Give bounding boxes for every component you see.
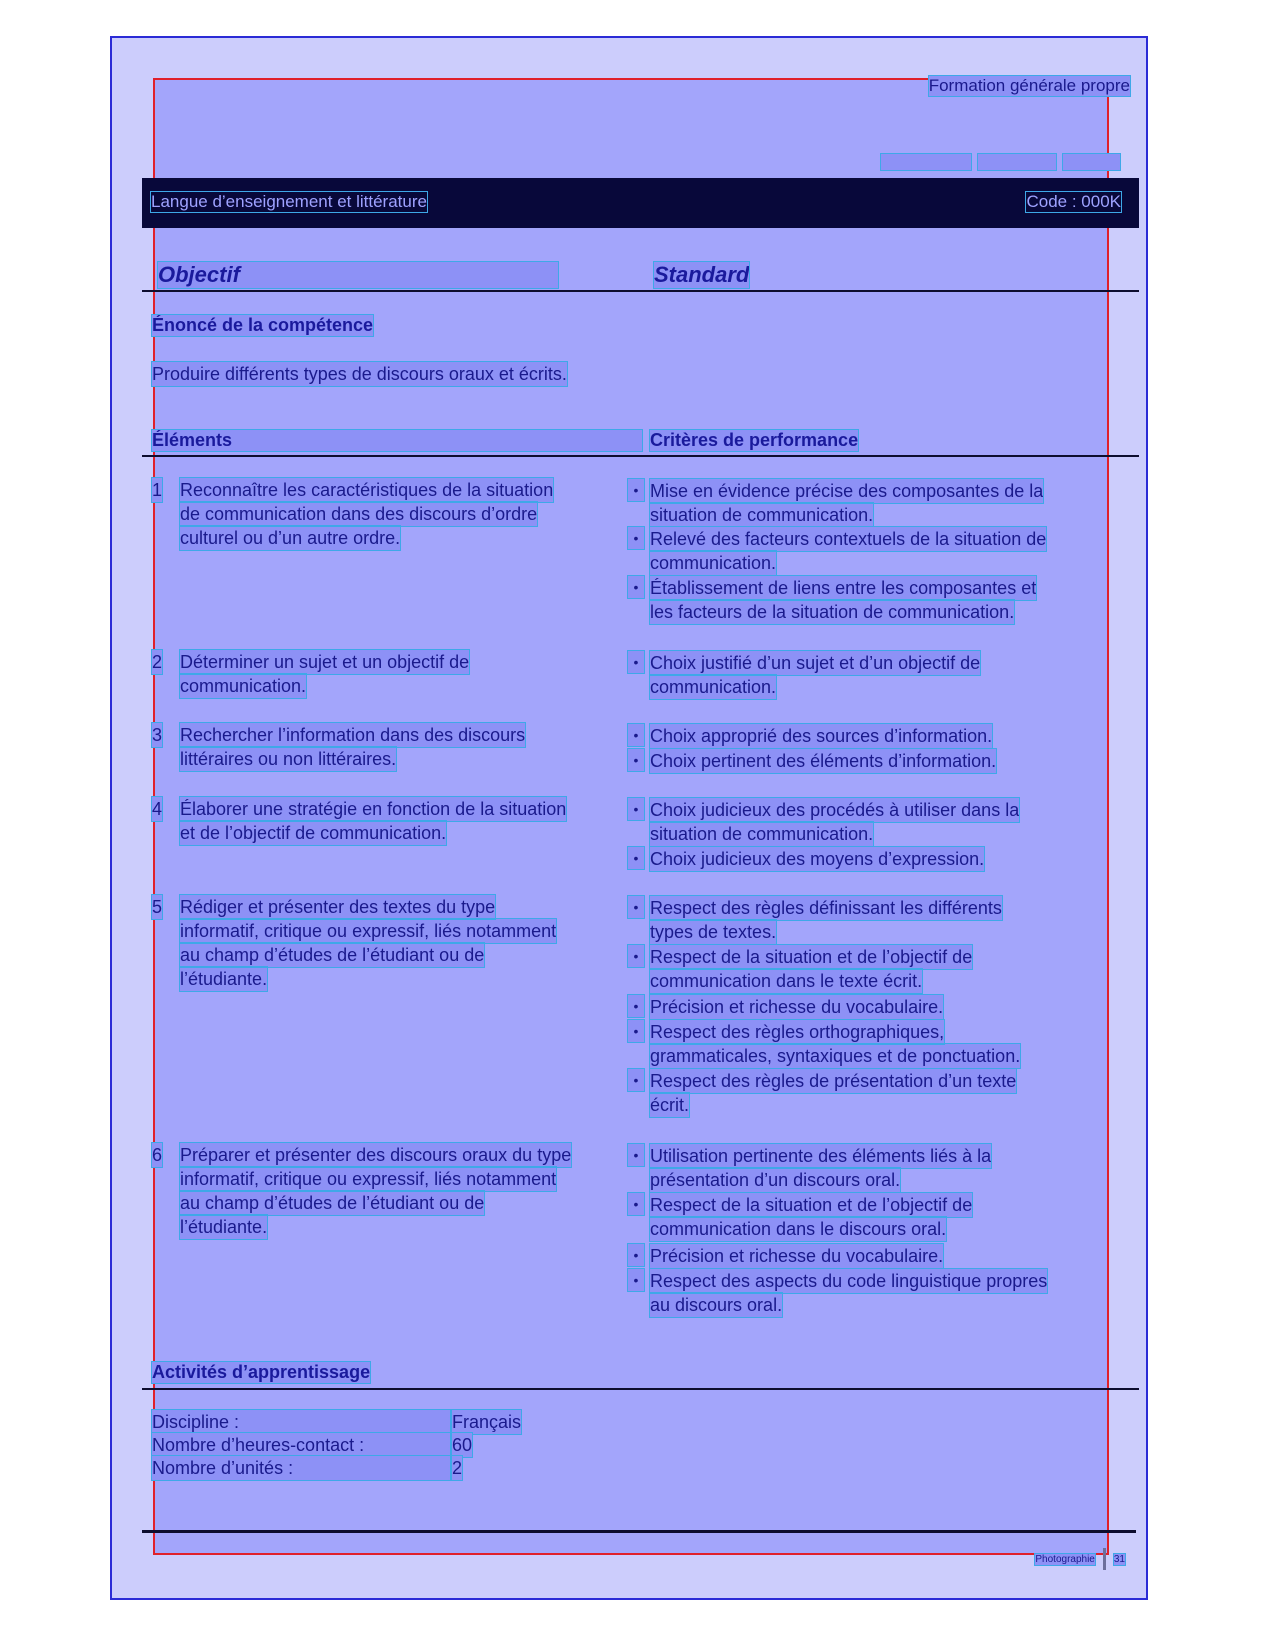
criterion-line: Respect des règles définissant les différents [650, 898, 1002, 918]
criterion-item [633, 995, 1130, 1019]
activities-rule [142, 1388, 1139, 1390]
footer-divider [1103, 1548, 1106, 1570]
element-line: et de l’objectif de communication. [180, 823, 447, 843]
criterion-line: Respect des aspects du code linguistique propres [650, 1271, 1048, 1291]
page-number: 31 [1113, 1553, 1125, 1565]
objective-heading: Objectif [158, 262, 558, 288]
section-rule [142, 455, 1139, 457]
element-number: 2 [152, 652, 163, 672]
bullet-icon: • [628, 724, 644, 746]
criterion-line: Respect de la situation et de l’objectif de [650, 947, 973, 967]
criterion-item [633, 1069, 1130, 1117]
element-number: 1 [152, 480, 163, 500]
heading-rule [142, 290, 1139, 292]
criterion-item [633, 945, 1130, 993]
subject-banner [142, 178, 1139, 228]
criterion-line: Choix approprié des sources d’information. [650, 726, 993, 746]
element-line: au champ d’études de l’étudiant ou de [180, 1193, 485, 1213]
criterion-line: situation de communication. [650, 505, 874, 525]
criterion-line: communication dans le discours oral. [650, 1219, 947, 1239]
criterion-line: communication. [650, 553, 777, 573]
criterion-line: Respect des règles de présentation d’un texte [650, 1071, 1017, 1091]
bullet-icon: • [628, 847, 644, 869]
criterion-line: Choix pertinent des éléments d’information. [650, 751, 997, 771]
criterion-line: communication. [650, 677, 777, 697]
criterion-item [633, 479, 1130, 527]
criterion-line: Utilisation pertinente des éléments liés à la [650, 1146, 992, 1166]
bullet-icon: • [628, 896, 644, 918]
criterion-item [633, 749, 1130, 773]
element-line: l’étudiante. [180, 1217, 268, 1237]
element-text [180, 797, 670, 845]
criterion-line: Choix judicieux des procédés à utiliser dans la [650, 800, 1020, 820]
page-footer [1035, 1548, 1125, 1570]
criterion-item [633, 1193, 1130, 1241]
criteria-heading: Critères de performance [650, 430, 859, 450]
element-line: littéraires ou non littéraires. [180, 749, 397, 769]
footer-program: Photographie [1035, 1553, 1095, 1565]
activities-title: Activités d’apprentissage [152, 1362, 371, 1382]
bullet-icon: • [628, 1144, 644, 1166]
bullet-icon: • [628, 1020, 644, 1042]
criterion-line: Respect de la situation et de l’objectif de [650, 1195, 973, 1215]
element-line: Rédiger et présenter des textes du type [180, 897, 496, 917]
bullet-icon: • [628, 527, 644, 549]
criterion-line: Choix judicieux des moyens d’expression. [650, 849, 985, 869]
criterion-item [633, 1020, 1130, 1068]
bullet-icon: • [628, 479, 644, 501]
criterion-line: Mise en évidence précise des composantes de la [650, 481, 1044, 501]
element-text [180, 478, 670, 550]
element-line: Déterminer un sujet et un objectif de [180, 652, 470, 672]
bullet-icon: • [628, 1193, 644, 1215]
element-line: Rechercher l’information dans des discours [180, 725, 526, 745]
criterion-line: écrit. [650, 1095, 690, 1115]
element-number: 5 [152, 897, 163, 917]
units-value: 2 [452, 1458, 463, 1478]
element-text [180, 895, 670, 991]
criterion-line: Précision et richesse du vocabulaire. [650, 997, 944, 1017]
discipline-value: Français [452, 1412, 522, 1432]
criterion-line: Relevé des facteurs contextuels de la situation de [650, 529, 1047, 549]
element-number: 3 [152, 725, 163, 745]
element-text [180, 1143, 670, 1239]
criterion-line: grammaticales, syntaxiques et de ponctuation. [650, 1046, 1021, 1066]
program-header: Formation générale propre [928, 76, 1130, 95]
criterion-item [633, 527, 1130, 575]
discipline-label: Discipline : [152, 1410, 450, 1434]
elements-heading: Éléments [152, 430, 642, 451]
bullet-icon: • [628, 651, 644, 673]
criterion-line: Respect des règles orthographiques, [650, 1022, 945, 1042]
bullet-icon: • [628, 1269, 644, 1291]
element-number: 4 [152, 799, 163, 819]
criterion-line: types de textes. [650, 922, 777, 942]
criterion-line: situation de communication. [650, 824, 874, 844]
element-text [180, 723, 670, 771]
hours-value: 60 [452, 1435, 473, 1455]
element-line: communication. [180, 676, 307, 696]
element-line: culturel ou d’un autre ordre. [180, 528, 401, 548]
bullet-icon: • [628, 945, 644, 967]
criterion-line: communication dans le texte écrit. [650, 971, 923, 991]
standard-heading: Standard [654, 262, 750, 287]
criterion-item [633, 1144, 1130, 1192]
header-bar [881, 154, 971, 170]
criterion-line: Établissement de liens entre les composantes et [650, 578, 1037, 598]
bullet-icon: • [628, 995, 644, 1017]
criterion-item [633, 724, 1130, 748]
units-label: Nombre d’unités : [152, 1456, 450, 1480]
element-line: Reconnaître les caractéristiques de la situation [180, 480, 554, 500]
criterion-item [633, 1269, 1130, 1317]
criterion-item [633, 896, 1130, 944]
criterion-line: les facteurs de la situation de communication. [650, 602, 1015, 622]
header-placeholder-bars [881, 154, 1127, 170]
hours-label: Nombre d’heures-contact : [152, 1433, 450, 1457]
footer-rule [142, 1530, 1136, 1533]
criterion-line: présentation d’un discours oral. [650, 1170, 901, 1190]
header-bar [978, 154, 1056, 170]
bullet-icon: • [628, 1244, 644, 1266]
criterion-item [633, 651, 1130, 699]
element-number: 6 [152, 1145, 163, 1165]
element-text [180, 650, 670, 698]
element-line: au champ d’études de l’étudiant ou de [180, 945, 485, 965]
criterion-line: au discours oral. [650, 1295, 783, 1315]
element-line: Élaborer une stratégie en fonction de la situation [180, 799, 567, 819]
criterion-line: Choix justifié d’un sujet et d’un objectif de [650, 653, 981, 673]
competence-text: Produire différents types de discours oraux et écrits. [152, 364, 567, 384]
criterion-line: Précision et richesse du vocabulaire. [650, 1246, 944, 1266]
competence-title: Énoncé de la compétence [152, 315, 374, 335]
bullet-icon: • [628, 576, 644, 598]
element-line: l’étudiante. [180, 969, 268, 989]
criterion-item [633, 576, 1130, 624]
course-code: Code : 000K [1026, 192, 1121, 211]
header-bar [1063, 154, 1120, 170]
criterion-item [633, 847, 1130, 871]
bullet-icon: • [628, 1069, 644, 1091]
bullet-icon: • [628, 798, 644, 820]
criterion-item [633, 798, 1130, 846]
element-line: Préparer et présenter des discours oraux du type [180, 1145, 572, 1165]
element-line: informatif, critique ou expressif, liés notamment [180, 1169, 557, 1189]
subject-title: Langue d’enseignement et littérature [151, 192, 427, 211]
criterion-item [633, 1244, 1130, 1268]
element-line: informatif, critique ou expressif, liés notamment [180, 921, 557, 941]
bullet-icon: • [628, 749, 644, 771]
element-line: de communication dans des discours d’ordre [180, 504, 538, 524]
